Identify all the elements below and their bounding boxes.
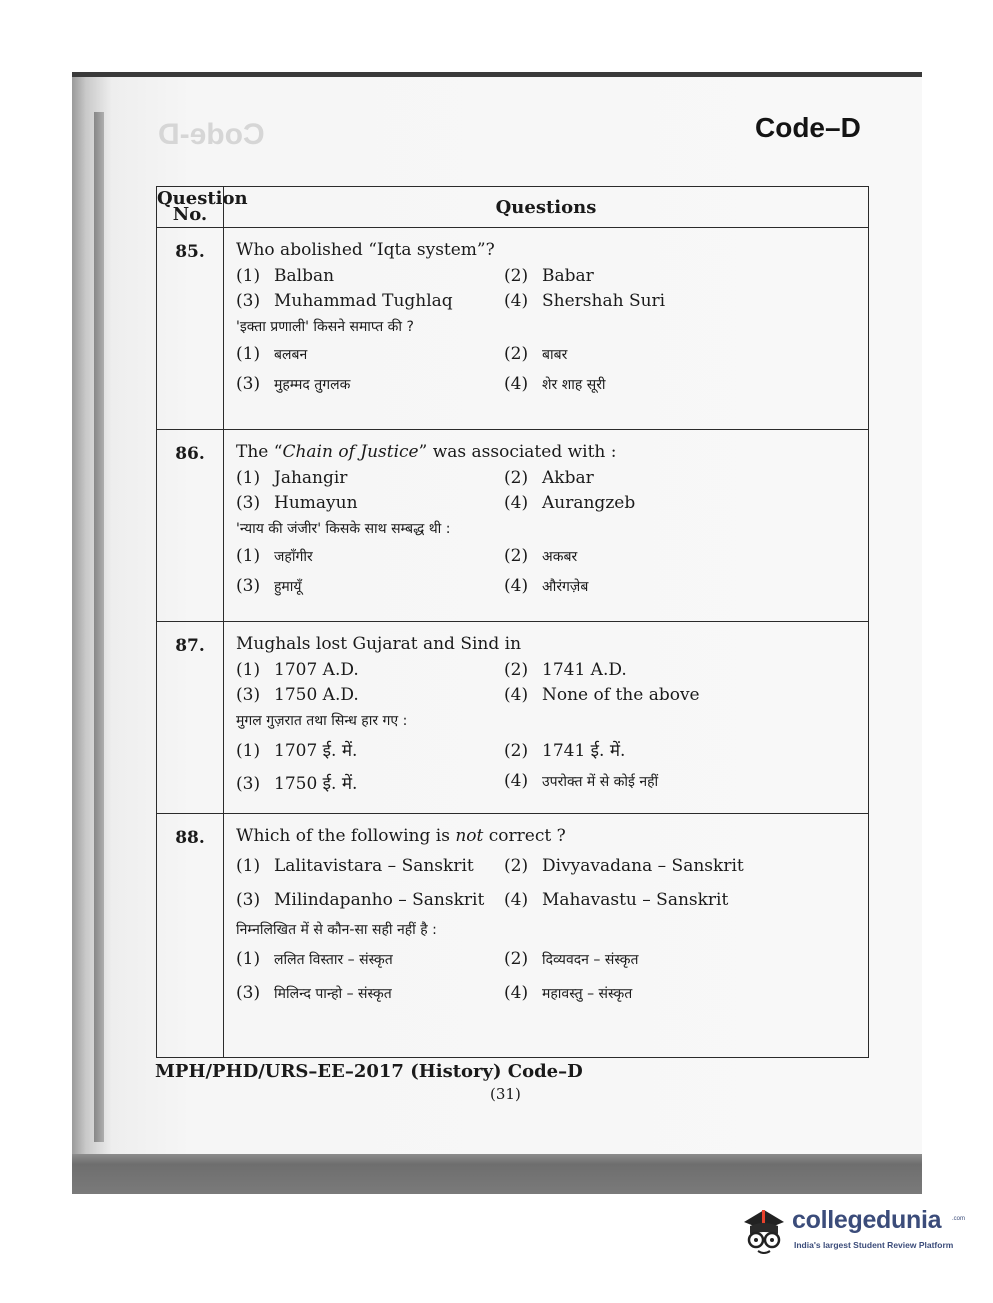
question-text: The “Chain of Justice” was associated with : bbox=[236, 442, 617, 462]
option: (3) मिलिन्द पान्हो – संस्कृत bbox=[236, 983, 392, 1003]
paper-code: Code–D bbox=[755, 112, 861, 143]
question-body bbox=[224, 228, 869, 430]
option: (4) None of the above bbox=[504, 685, 700, 705]
question-number: 85. bbox=[157, 228, 224, 430]
option: (1) ललित विस्तार – संस्कृत bbox=[236, 949, 393, 969]
option: (2) दिव्यवदन – संस्कृत bbox=[504, 949, 639, 969]
option: (3) Muhammad Tughlaq bbox=[236, 291, 453, 311]
option: (1) Lalitavistara – Sanskrit bbox=[236, 856, 474, 876]
options-hindi bbox=[236, 949, 858, 1003]
option: (3) Humayun bbox=[236, 493, 358, 513]
question-text-hindi: निम्नलिखित में से कौन-सा सही नहीं है : bbox=[236, 922, 437, 938]
question-body bbox=[224, 622, 869, 814]
option: (4) Shershah Suri bbox=[504, 291, 666, 311]
option: (1) 1707 ई. में. bbox=[236, 741, 358, 761]
options-english bbox=[236, 266, 858, 311]
brand-name: collegedunia bbox=[792, 1206, 942, 1234]
questions-table bbox=[156, 186, 869, 1058]
question-body bbox=[224, 430, 869, 622]
question-row bbox=[157, 430, 869, 622]
options-english bbox=[236, 468, 858, 513]
options-hindi bbox=[236, 344, 858, 394]
options-english bbox=[236, 660, 858, 705]
option: (2) अकबर bbox=[504, 546, 578, 566]
question-text: Who abolished “Iqta system”? bbox=[236, 240, 495, 260]
column-header-question-no: Question No. bbox=[157, 187, 224, 228]
bleed-through-code: Code-D bbox=[158, 118, 265, 151]
brand-domain-suffix: .com bbox=[952, 1216, 966, 1222]
option: (3) मुहम्मद तुगलक bbox=[236, 374, 351, 394]
question-row bbox=[157, 228, 869, 430]
question-number: 88. bbox=[157, 814, 224, 1058]
footer-paper-code: MPH/PHD/URS–EE–2017 (History) Code–D bbox=[155, 1061, 583, 1082]
option: (3) 1750 A.D. bbox=[236, 685, 359, 705]
collegedunia-watermark bbox=[738, 1196, 968, 1264]
brand-tagline: India's largest Student Review Platform bbox=[794, 1240, 954, 1250]
option: (4) Mahavastu – Sanskrit bbox=[504, 890, 729, 910]
scan-binding-shadow bbox=[94, 112, 104, 1142]
option: (2) Babar bbox=[504, 266, 594, 286]
options-hindi bbox=[236, 546, 858, 596]
option: (1) बलबन bbox=[236, 344, 308, 364]
mascot-logo-icon bbox=[738, 1200, 790, 1258]
option: (3) 1750 ई. में. bbox=[236, 774, 358, 794]
option: (2) बाबर bbox=[504, 344, 568, 364]
option: (2) Divyavadana – Sanskrit bbox=[504, 856, 744, 876]
option: (2) Akbar bbox=[504, 468, 594, 488]
option: (2) 1741 A.D. bbox=[504, 660, 627, 680]
question-row bbox=[157, 814, 869, 1058]
question-text-hindi: 'न्याय की जंजीर' किसके साथ सम्बद्ध थी : bbox=[236, 521, 451, 537]
option: (3) Milindapanho – Sanskrit bbox=[236, 890, 485, 910]
option: (4) Aurangzeb bbox=[504, 493, 636, 513]
table-header-row bbox=[157, 187, 869, 228]
option: (4) महावस्तु – संस्कृत bbox=[504, 983, 633, 1003]
option: (1) जहाँगीर bbox=[236, 546, 313, 566]
column-header-questions: Questions bbox=[224, 187, 869, 228]
option: (1) Jahangir bbox=[236, 468, 348, 488]
page-number: (31) bbox=[490, 1085, 521, 1103]
option: (4) औरंगज़ेब bbox=[504, 576, 589, 596]
question-number: 86. bbox=[157, 430, 224, 622]
question-body bbox=[224, 814, 869, 1058]
option: (1) Balban bbox=[236, 266, 335, 286]
question-text-hindi: मुगल गुज़रात तथा सिन्ध हार गए : bbox=[236, 713, 408, 729]
option: (4) शेर शाह सूरी bbox=[504, 374, 606, 394]
options-hindi bbox=[236, 738, 858, 794]
scan-bottom-shadow bbox=[72, 1154, 922, 1194]
question-text: Which of the following is not correct ? bbox=[236, 826, 566, 846]
options-english bbox=[236, 856, 858, 910]
option: (4) उपरोक्त में से कोई नहीं bbox=[504, 771, 659, 791]
question-text-hindi: 'इक्ता प्रणाली' किसने समाप्त की ? bbox=[236, 319, 414, 335]
question-text: Mughals lost Gujarat and Sind in bbox=[236, 634, 522, 654]
option: (2) 1741 ई. में. bbox=[504, 741, 626, 761]
question-number: 87. bbox=[157, 622, 224, 814]
option: (3) हुमायूँ bbox=[236, 576, 302, 596]
option: (1) 1707 A.D. bbox=[236, 660, 359, 680]
question-row bbox=[157, 622, 869, 814]
scan-top-edge bbox=[72, 72, 922, 77]
